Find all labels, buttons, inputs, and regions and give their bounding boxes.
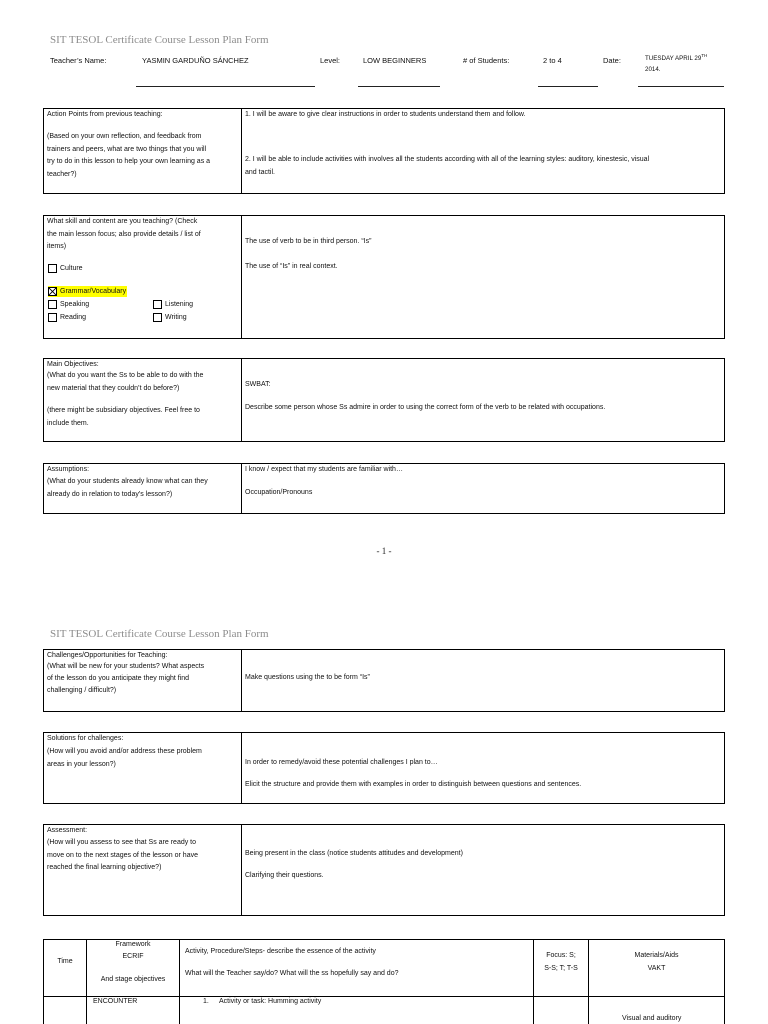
prompt-line: try to do in this lesson to help your own learning as a [47, 158, 211, 165]
assessment-answer-1: Being present in the class (notice students attitudes and development) [245, 850, 463, 857]
challenges-section [43, 649, 725, 712]
checkbox-label: Writing [165, 314, 187, 321]
prompt-line: new material that they couldn’t do before?) [47, 384, 180, 392]
header-framework: Framework [115, 941, 151, 948]
assumptions-prompt [47, 476, 208, 501]
column-divider [179, 940, 180, 1024]
column-divider [241, 825, 242, 915]
action-points-title: Action Points from previous teaching: [47, 111, 163, 118]
header-materials: Materials/Aids [634, 952, 679, 959]
prompt-line: (What do your students already know what can they [47, 478, 208, 485]
date-label: Date: [603, 56, 621, 65]
row-stage: ENCOUNTER [93, 998, 138, 1005]
checkbox-item-reading [48, 312, 87, 323]
prompt-line: the main lesson focus; also provide details / list of [47, 230, 201, 238]
column-divider [241, 359, 242, 441]
date-value [645, 53, 707, 75]
prompt-line: (What will be new for your students? What aspects [47, 663, 205, 670]
assumptions-answer-1: I know / expect that my students are familiar with… [245, 466, 403, 473]
checkbox-reading [48, 313, 57, 322]
assumptions-title: Assumptions: [47, 466, 90, 473]
students-value: 2 to 4 [543, 56, 562, 65]
date-line [645, 53, 707, 64]
checkbox-item-writing [153, 312, 188, 323]
date-ordinal-suffix: TH [701, 53, 708, 58]
skill-content-answer-1: The use of verb to be in third person. “Is” [245, 238, 372, 245]
main-objectives-title: Main Objectives: [47, 361, 99, 368]
column-divider [241, 733, 242, 803]
header-materials-vakt: VAKT [647, 965, 666, 972]
prompt-line: (How will you assess to see that Ss are ready to [47, 839, 197, 846]
prompt-line: teacher?) [47, 170, 77, 178]
challenges-answer: Make questions using the to be form “Is” [245, 674, 370, 681]
date-text: TUESDAY APRIL 29 [645, 55, 702, 62]
checkbox-culture [48, 264, 57, 273]
prompt-line: reached the final learning objective?) [47, 864, 162, 871]
checkbox-label: Culture [60, 265, 83, 272]
checkbox-listening [153, 300, 162, 309]
prompt-line: challenging / difficult?) [47, 687, 117, 694]
action-points-prompt [47, 131, 210, 181]
header-stage-objectives: And stage objectives [100, 976, 166, 983]
answer-line: 1. I will be aware to give clear instructions in order to students understand them and follow. [245, 111, 526, 118]
prompt-line: (What do you want the Ss to be able to do with the [47, 372, 204, 379]
checkbox-item-grammar-vocabulary [48, 286, 127, 297]
form-title: SIT TESOL Certificate Course Lesson Plan Form [50, 34, 269, 46]
teacher-name-value: YASMIN GARDUÑO SÁNCHEZ [142, 56, 249, 65]
prompt-line: What skill and content are you teaching? (Check [47, 218, 198, 225]
skill-content-section [43, 215, 725, 339]
prompt-line: items) [47, 243, 67, 250]
checkbox-item-listening [153, 299, 194, 310]
students-underline [538, 86, 598, 87]
note-line: include them. [47, 419, 89, 427]
row-materials: Visual and auditory [622, 1015, 682, 1022]
checkbox-grammar-vocabulary [48, 287, 57, 296]
assessment-section [43, 824, 725, 916]
prompt-line: trainers and peers, what are two things that you will [47, 145, 207, 153]
assumptions-section [43, 463, 725, 514]
prompt-line: areas in your lesson?) [47, 760, 116, 768]
checkbox-label: Speaking [60, 301, 90, 308]
solutions-answer-1: In order to remedy/avoid these potential challenges I plan to… [245, 759, 438, 766]
header-framework-ecrif: ECRIF [122, 953, 144, 960]
row-activity: Activity or task: Humming activity [219, 998, 322, 1005]
checkbox-speaking [48, 300, 57, 309]
skill-content-prompt [47, 216, 201, 254]
main-objectives-note [47, 405, 200, 430]
solutions-title: Solutions for challenges: [47, 735, 124, 742]
action-point-1 [245, 109, 526, 122]
action-points-section [43, 108, 725, 194]
checkbox-label: Grammar/Vocabulary [60, 288, 127, 295]
teacher-name-label: Teacher’s Name: [50, 56, 107, 65]
header-focus: Focus: S; [546, 952, 576, 959]
main-objectives-section [43, 358, 725, 442]
assumptions-answer-2: Occupation/Pronouns [245, 489, 313, 496]
checkbox-label: Listening [165, 301, 194, 308]
action-point-2 [245, 154, 649, 179]
prompt-line: already do in relation to today’s lesson?) [47, 490, 173, 498]
form-title: SIT TESOL Certificate Course Lesson Plan Form [50, 628, 269, 640]
answer-line: 2. I will be able to include activities with involves all the students according with all of the learning styles: auditory, kinestesic, visual [245, 156, 650, 163]
challenges-prompt [47, 661, 204, 697]
level-value: LOW BEGINNERS [363, 56, 427, 65]
column-divider [241, 464, 242, 513]
header-row-divider [44, 996, 724, 997]
solutions-prompt [47, 746, 202, 771]
checkbox-item-culture [48, 263, 84, 274]
header-activity: Activity, Procedure/Steps- describe the essence of the activity [185, 948, 376, 955]
solutions-answer-2: Elicit the structure and provide them with examples in order to distinguish between questions and sentences. [245, 781, 582, 788]
students-label: # of Students: [463, 56, 510, 65]
solutions-section [43, 732, 725, 804]
prompt-line: move on to the next stages of the lesson or have [47, 851, 198, 859]
date-underline [638, 86, 724, 87]
checkbox-label: Reading [60, 314, 87, 321]
swbat-label: SWBAT: [245, 381, 271, 388]
note-line: (there might be subsidiary objectives. Feel free to [47, 407, 200, 414]
column-divider [241, 109, 242, 193]
assessment-prompt [47, 837, 198, 875]
date-year: 2014. [645, 66, 661, 73]
checkbox-writing [153, 313, 162, 322]
objective-text: Describe some person whose Ss admire in order to using the correct form of the verb to be related with occupations. [245, 404, 606, 411]
skill-content-answer-2: The use of “Is” in real context. [245, 263, 338, 270]
assessment-answer-2: Clarifying their questions. [245, 872, 324, 879]
answer-line: and tactil. [245, 168, 275, 176]
column-divider [241, 216, 242, 338]
challenges-title: Challenges/Opportunities for Teaching: [47, 652, 168, 659]
main-objectives-prompt [47, 370, 203, 395]
teacher-name-underline [136, 86, 315, 87]
column-divider [241, 650, 242, 711]
level-label: Level: [320, 56, 341, 65]
assessment-title: Assessment: [47, 827, 88, 834]
page-number: - 1 - [376, 546, 392, 556]
header-focus-options: S-S; T; T-S [544, 965, 578, 972]
prompt-line: (Based on your own reflection, and feedback from [47, 133, 202, 140]
checkbox-item-speaking [48, 299, 90, 310]
row-step-number: 1. [203, 998, 209, 1005]
level-underline [358, 86, 440, 87]
header-activity-question: What will the Teacher say/do? What will the ss hopefully say and do? [185, 970, 399, 977]
header-time: Time [57, 958, 73, 965]
procedure-table [43, 939, 725, 1024]
prompt-line: of the lesson do you anticipate they might find [47, 675, 190, 682]
prompt-line: (How will you avoid and/or address these problem [47, 748, 202, 755]
